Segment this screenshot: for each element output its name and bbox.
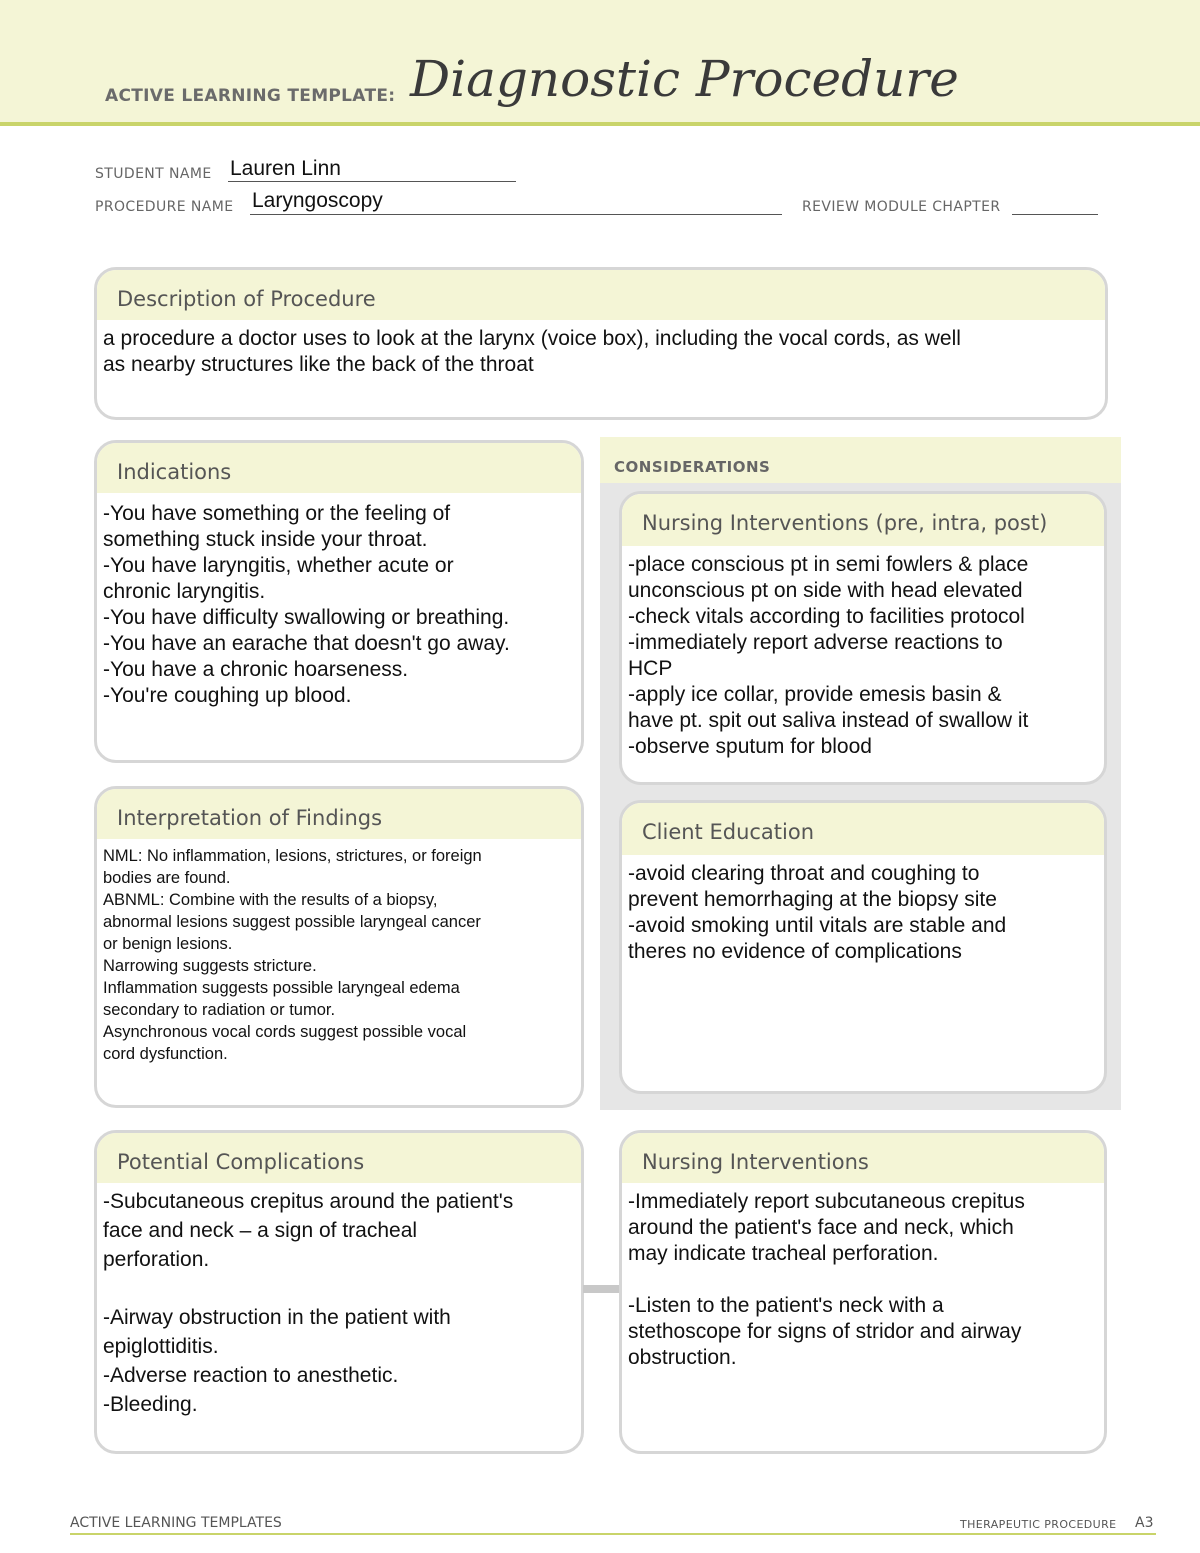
nursing-interventions-pre-box — [619, 491, 1107, 785]
description-heading: Description of Procedure — [97, 270, 1105, 320]
client-education-box — [619, 800, 1107, 1094]
procedure-name-value[interactable]: Laryngoscopy — [252, 189, 383, 212]
procedure-name-label: PROCEDURE NAME — [95, 199, 234, 215]
nursing-interventions-pre-heading: Nursing Interventions (pre, intra, post) — [622, 494, 1104, 546]
description-box — [94, 267, 1108, 420]
potential-complications-box — [94, 1130, 584, 1454]
indications-heading: Indications — [97, 443, 581, 493]
footer-right: THERAPEUTIC PROCEDURE — [960, 1518, 1117, 1531]
considerations-label: CONSIDERATIONS — [614, 458, 771, 476]
client-education-heading: Client Education — [622, 803, 1104, 855]
interpretation-box — [94, 786, 584, 1108]
description-text[interactable]: a procedure a doctor uses to look at the larynx (voice box), including the vocal cords, as well as nearby structures like the back of the throat — [103, 327, 961, 376]
header-rule — [0, 122, 1200, 126]
potential-complications-heading: Potential Complications — [97, 1133, 581, 1183]
indications-text[interactable]: -You have something or the feeling of something stuck inside your throat. -You have laryngitis, whether acute or chronic laryngitis. -You have difficulty swallowing or breathing. -You have an earache that doesn't go away. -You have a chronic hoarseness. -You're coughing up blood. — [103, 502, 510, 707]
footer-page-number: A3 — [1135, 1515, 1154, 1531]
interpretation-heading: Interpretation of Findings — [97, 789, 581, 839]
nursing-interventions-box — [619, 1130, 1107, 1454]
nursing-interventions-text[interactable]: -Immediately report subcutaneous crepitus around the patient's face and neck, which may indicate tracheal perforation. -Listen to the patient's neck with a stethoscope for signs of stridor and airway obstruction. — [628, 1190, 1025, 1369]
potential-complications-text[interactable]: -Subcutaneous crepitus around the patient's face and neck – a sign of tracheal perforation. -Airway obstruction in the patient with epiglottiditis. -Adverse reaction to anesthetic. -Bleeding. — [103, 1190, 514, 1416]
student-name-value[interactable]: Lauren Linn — [230, 157, 341, 180]
footer-rule — [70, 1533, 1156, 1535]
client-education-text[interactable]: -avoid clearing throat and coughing to prevent hemorrhaging at the biopsy site -avoid smoking until vitals are stable and theres no evidence of complications — [628, 862, 1007, 963]
box-connector — [583, 1285, 620, 1293]
footer-left: ACTIVE LEARNING TEMPLATES — [70, 1515, 282, 1531]
procedure-name-line — [250, 214, 782, 215]
indications-box — [94, 440, 584, 763]
review-module-label: REVIEW MODULE CHAPTER — [802, 199, 1001, 215]
template-label: ACTIVE LEARNING TEMPLATE: — [105, 86, 396, 106]
review-module-line[interactable] — [1012, 214, 1098, 215]
nursing-interventions-heading: Nursing Interventions — [622, 1133, 1104, 1183]
student-name-label: STUDENT NAME — [95, 166, 212, 182]
nursing-interventions-pre-text[interactable]: -place conscious pt in semi fowlers & place unconscious pt on side with head elevated -check vitals according to facilities protocol -immediately report adverse reactions to HCP -apply ice collar, provide emesis basin & have pt. spit out saliva instead of swallow it -observe sputum for blood — [628, 553, 1029, 758]
template-title: Diagnostic Procedure — [410, 50, 959, 108]
student-name-line — [228, 181, 516, 182]
interpretation-text[interactable]: NML: No inflammation, lesions, strictures, or foreign bodies are found. ABNML: Combine with the results of a biopsy, abnormal lesions suggest possible laryngeal cancer or benign lesions. Narrowing suggests stricture. Inflammation suggests possible laryngeal edema secondary to radiation or tumor. Asynchronous vocal cords suggest possible vocal cord dysfunction. — [103, 847, 482, 1063]
